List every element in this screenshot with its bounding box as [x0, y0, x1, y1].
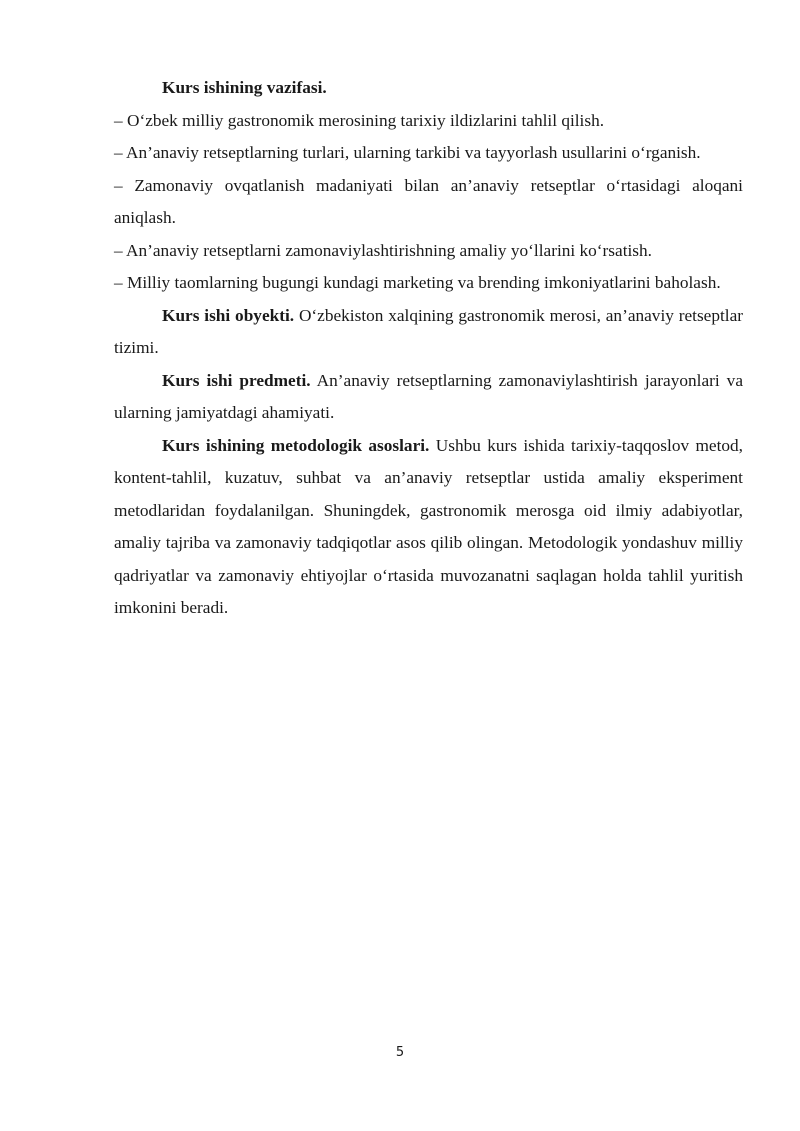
task-item: – An’anaviy retseptlarning turlari, ularning tarkibi va tayyorlash usullarini o‘rganish. [114, 143, 701, 162]
subject-label: Kurs ishi predmeti. [162, 370, 311, 390]
object-label: Kurs ishi obyekti. [162, 305, 295, 325]
tasks-heading: Kurs ishining vazifasi. [162, 78, 327, 97]
methodology-text: Ushbu kurs ishida tarixiy-taqqoslov metod, kontent-tahlil, kuzatuv, suhbat va an’anaviy retseptlar ustida amaliy eksperiment metodlaridan foydalanilgan. Shuningdek, gastronomik merosga oid ilmiy adabiyotlar, amaliy tajriba va zamonaviy tadqiqotlar asos qilib olingan. Metodologik yondashuv milliy qadriyatlar va zamonaviy ehtiyojlar o‘rtasida muvozanatni saqlagan holda tahlil yuritish imkonini beradi. [114, 435, 743, 617]
object-text: O‘zbekiston xalqining gastronomik merosi, an’anaviy retseptlar tizimi. [114, 305, 744, 357]
subject-paragraph [114, 365, 743, 430]
document-page [114, 72, 743, 625]
task-item: – Milliy taomlarning bugungi kundagi marketing va brending imkoniyatlarini baholash. [114, 273, 721, 292]
methodology-paragraph [114, 430, 743, 625]
task-item: – An’anaviy retseptlarni zamonaviylashtirishning amaliy yo‘llarini ko‘rsatish. [114, 240, 652, 260]
task-item: – O‘zbek milliy gastronomik merosining tarixiy ildizlarini tahlil qilish. [114, 110, 605, 130]
methodology-label: Kurs ishining metodologik asoslari. [162, 435, 430, 455]
object-paragraph [114, 300, 743, 365]
subject-text: An’anaviy retseptlarning zamonaviylashtirish jarayonlari va ularning jamiyatdagi ahamiyati. [114, 370, 743, 422]
page-number: 5 [395, 1045, 405, 1060]
task-item: – Zamonaviy ovqatlanish madaniyati bilan an’anaviy retseptlar o‘rtasidagi aloqani aniqlash. [114, 175, 743, 227]
